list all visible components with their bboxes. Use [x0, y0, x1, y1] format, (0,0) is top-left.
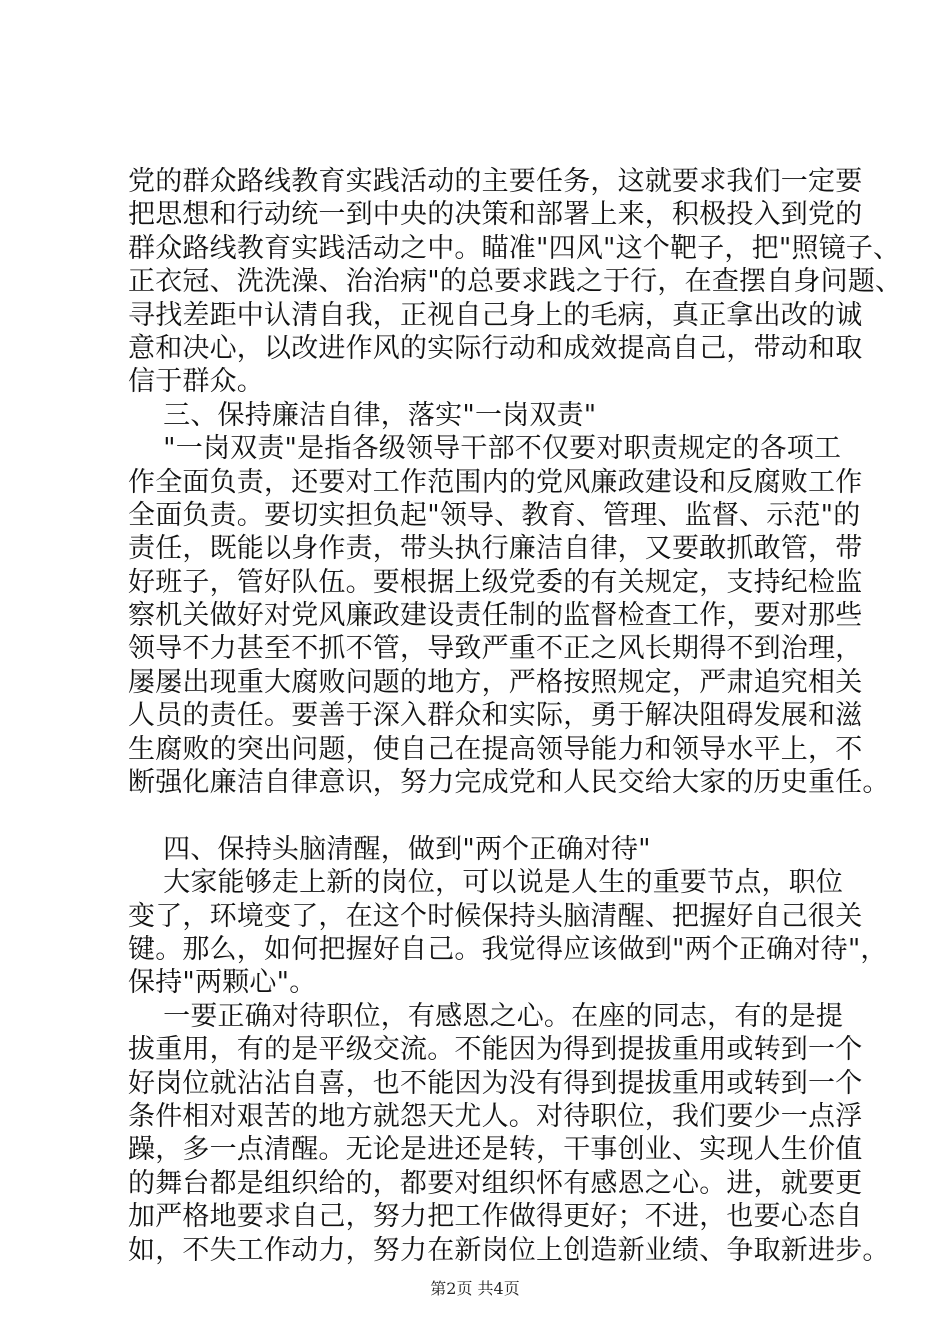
text-line: 作全面负责，还要对工作范围内的党风廉政建设和反腐败工作: [128, 466, 863, 498]
text-line: 群众路线教育实践活动之中。瞄准"四风"这个靶子，把"照镜子、: [128, 232, 901, 264]
text-line: 拔重用，有的是平级交流。不能因为得到提拔重用或转到一个: [128, 1034, 863, 1066]
text-line: 加严格地要求自己，努力把工作做得更好；不进，也要心态自: [128, 1201, 863, 1233]
text-line: 好班子，管好队伍。要根据上级党委的有关规定，支持纪检监: [128, 566, 863, 598]
text-line: 正衣冠、洗洗澡、治治病"的总要求践之于行，在查摆自身问题、: [128, 266, 903, 298]
text-line: 一要正确对待职位，有感恩之心。在座的同志，有的是提: [128, 1000, 844, 1032]
text-line: 党的群众路线教育实践活动的主要任务，这就要求我们一定要: [128, 166, 863, 197]
text-line: 把思想和行动统一到中央的决策和部署上来，积极投入到党的: [128, 199, 863, 231]
text-line: 全面负责。要切实担负起"领导、教育、管理、监督、示范"的: [128, 499, 861, 531]
text-line: 责任，既能以身作责，带头执行廉洁自律，又要敢抓敢管，带: [128, 533, 863, 565]
text-line: 屡屡出现重大腐败问题的地方，严格按照规定，严肃追究相关: [128, 666, 863, 698]
page-number-footer: 第2页 共4页: [430, 1279, 520, 1298]
section-heading-4: 四、保持头脑清醒，做到"两个正确对待": [128, 833, 651, 865]
text-line: 的舞台都是组织给的，都要对组织怀有感恩之心。进，就要更: [128, 1167, 863, 1199]
text-line: 生腐败的突出问题，使自己在提高领导能力和领导水平上，不: [128, 733, 863, 765]
text-line: 键。那么，如何把握好自己。我觉得应该做到"两个正确对待"，: [128, 933, 888, 965]
text-line: 察机关做好对党风廉政建设责任制的监督检查工作，要对那些: [128, 600, 863, 632]
text-line: 信于群众。: [128, 366, 264, 398]
section-heading-3: 三、保持廉洁自律，落实"一岗双责": [128, 399, 597, 431]
text-line: 如，不失工作动力，努力在新岗位上创造新业绩、争取新进步。: [128, 1234, 890, 1266]
text-line: "一岗双责"是指各级领导干部不仅要对职责规定的各项工: [128, 433, 842, 465]
text-line: 保持"两颗心"。: [128, 967, 317, 999]
text-line: 变了，环境变了，在这个时候保持头脑清醒、把握好自己很关: [128, 900, 863, 932]
blank-line: [128, 799, 828, 832]
text-line: 躁，多一点清醒。无论是进还是转，干事创业、实现人生价值: [128, 1134, 863, 1166]
text-line: 条件相对艰苦的地方就怨天尤人。对待职位，我们要少一点浮: [128, 1100, 863, 1132]
text-line: 寻找差距中认清自我，正视自己身上的毛病，真正拿出改的诚: [128, 299, 863, 331]
text-line: 大家能够走上新的岗位，可以说是人生的重要节点，职位: [128, 867, 844, 899]
text-line: 好岗位就沾沾自喜，也不能因为没有得到提拔重用或转到一个: [128, 1067, 863, 1099]
text-line: 人员的责任。要善于深入群众和实际，勇于解决阻碍发展和滋: [128, 700, 863, 732]
text-line: 断强化廉洁自律意识，努力完成党和人民交给大家的历史重任。: [128, 767, 890, 799]
text-line: 领导不力甚至不抓不管，导致严重不正之风长期得不到治理，: [128, 633, 863, 665]
text-line: 意和决心，以改进作风的实际行动和成效提高自己，带动和取: [128, 332, 863, 364]
document-body: [128, 165, 903, 1267]
